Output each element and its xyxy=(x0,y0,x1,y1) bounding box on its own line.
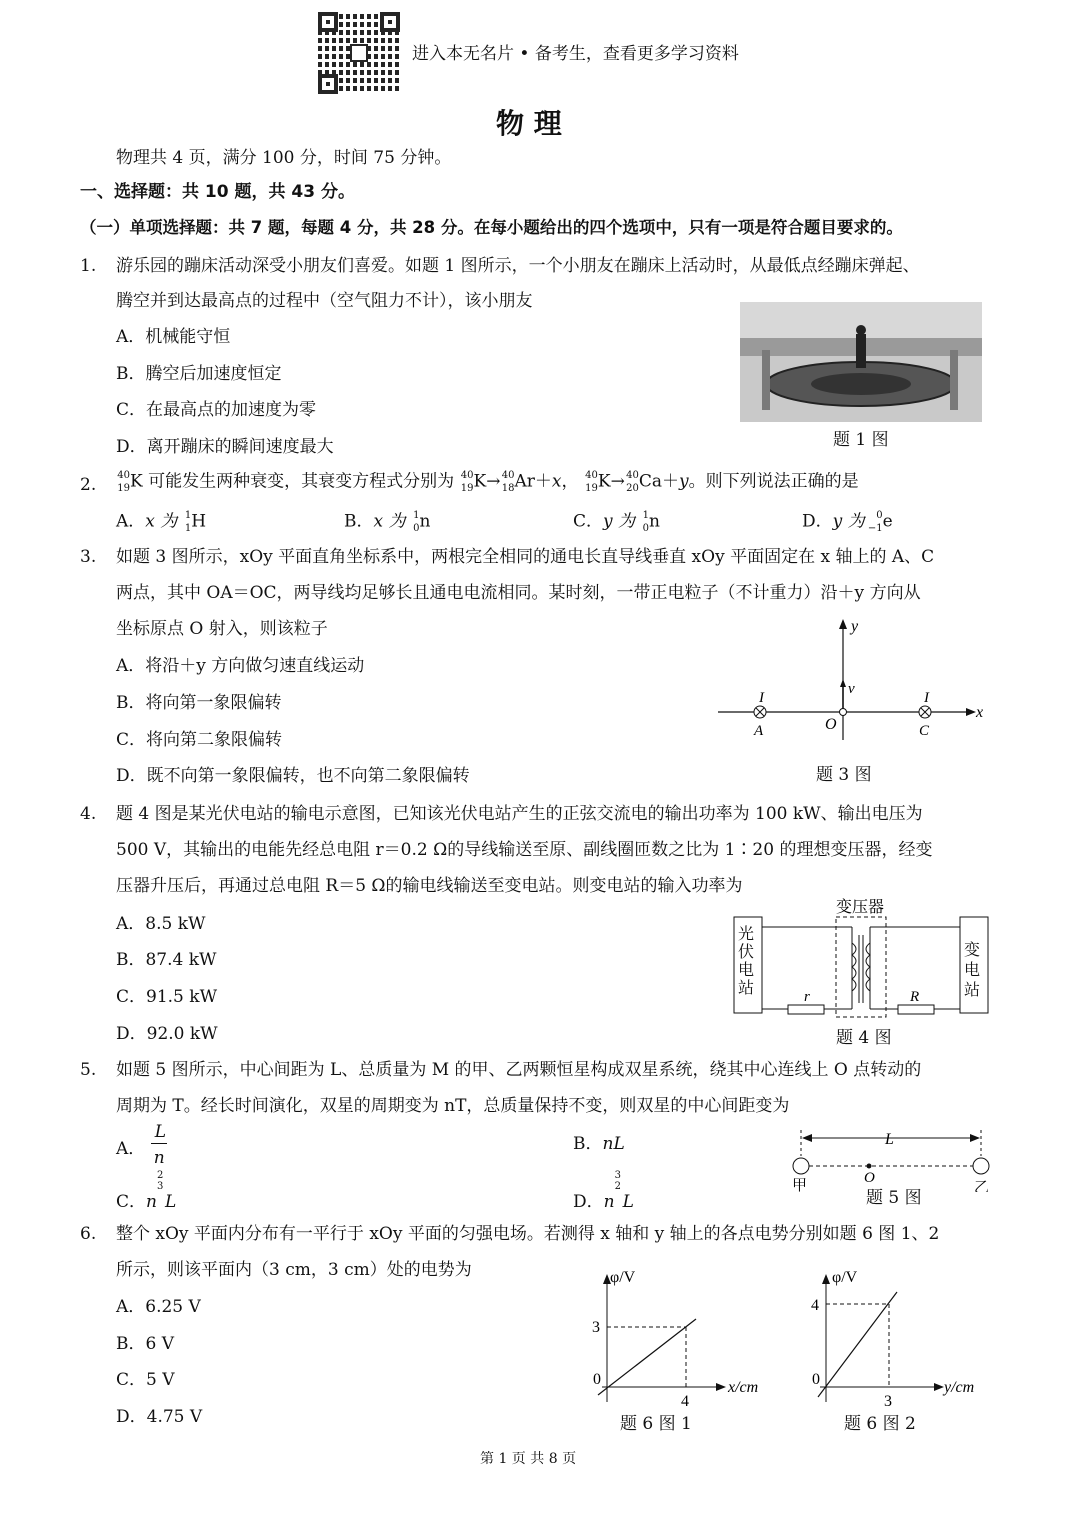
q6-text: 整个 xOy 平面内分布有一平行于 xOy 平面的匀强电场。若测得 x 轴和 y 轴上的各点电势分别如题 6 图 1、2 xyxy=(116,1224,940,1244)
q2-number: 2. xyxy=(80,475,97,495)
q4-option-d[interactable]: D．92.0 kW xyxy=(116,1024,218,1044)
q5-label: 甲 xyxy=(792,1176,808,1192)
qr-finder xyxy=(318,74,338,94)
q3-label: A xyxy=(754,723,764,739)
graph-xlabel: y/cm xyxy=(944,1379,975,1396)
graph-tick: 0 xyxy=(812,1371,820,1388)
section-heading: 一、选择题：共 10 题，共 43 分。 xyxy=(80,182,355,202)
q4-text: 题 4 图是某光伏电站的输电示意图，已知该光伏电站产生的正弦交流电的输出功率为 100 kW、输出电压为 xyxy=(116,804,923,824)
q3-label: I xyxy=(924,690,929,706)
q5-label: 乙 xyxy=(974,1178,990,1192)
q4-option-a[interactable]: A．8.5 kW xyxy=(116,914,206,934)
q1-option-c[interactable]: C．在最高点的加速度为零 xyxy=(116,400,317,420)
q3-label: I xyxy=(759,690,764,706)
q4-number: 4. xyxy=(80,804,97,824)
q2-option-a[interactable]: A．x 为 1 1 H xyxy=(116,510,207,534)
q4-label: R xyxy=(910,989,920,1005)
page-title: 物 理 xyxy=(496,107,562,140)
q3-label: v xyxy=(848,681,855,697)
graph-ylabel: φ/V xyxy=(832,1269,858,1286)
q6-option-d[interactable]: D．4.75 V xyxy=(116,1407,203,1427)
graph-ylabel: φ/V xyxy=(610,1269,636,1286)
q3-text: 如题 3 图所示，xOy 平面直角坐标系中，两根完全相同的通电长直导线垂直 xOy 平面固定在 x 轴上的 A、C xyxy=(116,547,935,567)
q3-diagram xyxy=(710,615,990,745)
q2-option-c[interactable]: C．y 为 1 0 n xyxy=(573,510,660,534)
graph-tick: 0 xyxy=(593,1371,601,1388)
qr-code[interactable] xyxy=(318,12,400,94)
graph-tick: 4 xyxy=(811,1297,819,1314)
qr-finder xyxy=(380,12,400,32)
figure-caption: 题 1 图 xyxy=(833,430,889,450)
q4-circuit-diagram xyxy=(728,895,998,1050)
q2-text: 40 19 K 可能发生两种衰变，其衰变方程式分别为 40 19 K→ 40 18 Ar＋x， 40 19 K→ 40 20 Ca＋y。则下列说法正确的是 xyxy=(117,470,859,494)
figure-caption: 题 5 图 xyxy=(866,1188,922,1208)
page-footer: 第 1 页 共 8 页 xyxy=(480,1451,577,1467)
q2-option-b[interactable]: B．x 为 1 0 n xyxy=(344,510,431,534)
q5-text: 如题 5 图所示，中心间距为 L、总质量为 M 的甲、乙两颗恒星构成双星系统，绕其中心连线上 O 点转动的 xyxy=(116,1060,922,1080)
qr-logo-icon xyxy=(350,44,368,62)
q6-option-b[interactable]: B．6 V xyxy=(116,1334,174,1354)
q3-label: x xyxy=(976,704,984,721)
q2-option-d[interactable]: D．y 为 0 −1 e xyxy=(802,510,893,534)
q1-number: 1. xyxy=(80,256,97,276)
figure-caption: 题 4 图 xyxy=(836,1028,892,1048)
q1-text: 腾空并到达最高点的过程中（空气阻力不计），该小朋友 xyxy=(116,291,533,311)
q3-option-b[interactable]: B．将向第一象限偏转 xyxy=(116,693,282,713)
qr-finder xyxy=(318,12,338,32)
figure-caption: 题 6 图 2 xyxy=(844,1414,916,1434)
q4-text: 500 V，其输出的电能先经总电阻 r＝0.2 Ω的导线输送至原、副线圈匝数之比为 1∶20 的理想变压器，经变 xyxy=(116,840,933,860)
q6-graph-1 xyxy=(580,1262,780,1412)
q6-number: 6. xyxy=(80,1224,97,1244)
q3-text: 坐标原点 O 射入，则该粒子 xyxy=(116,619,328,639)
q1-option-d[interactable]: D．离开蹦床的瞬间速度最大 xyxy=(116,437,334,457)
q3-option-d[interactable]: D．既不向第一象限偏转，也不向第二象限偏转 xyxy=(116,766,470,786)
q4-label: r xyxy=(804,989,810,1005)
q3-label: y xyxy=(851,618,859,635)
q3-number: 3. xyxy=(80,547,97,567)
q4-option-c[interactable]: C．91.5 kW xyxy=(116,987,218,1007)
graph-tick: 4 xyxy=(681,1393,689,1410)
q4-transformer-label: 变压器 xyxy=(836,897,885,916)
q5-option-d[interactable]: D．n 3 2 L xyxy=(573,1170,634,1212)
q6-option-c[interactable]: C．5 V xyxy=(116,1370,175,1390)
q1-option-a[interactable]: A．机械能守恒 xyxy=(116,327,231,347)
q5-label: O xyxy=(864,1170,875,1186)
graph-tick: 3 xyxy=(592,1319,600,1336)
figure-caption: 题 6 图 1 xyxy=(620,1414,692,1434)
q5-text: 周期为 T。经长时间演化，双星的周期变为 nT，总质量保持不变，则双星的中心间距变为 xyxy=(116,1096,790,1116)
q6-text: 所示，则该平面内（3 cm，3 cm）处的电势为 xyxy=(116,1260,472,1280)
trampoline-photo xyxy=(740,302,982,422)
q5-label: L xyxy=(885,1131,894,1148)
qr-caption: 进入本无名片 • 备考生，查看更多学习资料 xyxy=(412,44,739,64)
q4-text: 压器升压后，再通过总电阻 R＝5 Ω的输电线输送至变电站。则变电站的输入功率为 xyxy=(116,876,743,896)
intro: 物理共 4 页，满分 100 分，时间 75 分钟。 xyxy=(116,148,452,168)
q3-label: O xyxy=(825,716,837,733)
section-subheading: （一）单项选择题：共 7 题，每题 4 分，共 28 分。在每小题给出的四个选项中，只有一项是符合题目要求的。 xyxy=(80,218,903,237)
q1-option-b[interactable]: B．腾空后加速度恒定 xyxy=(116,364,282,384)
q5-option-b[interactable]: B．nL xyxy=(573,1134,625,1154)
q4-source-label: 光伏电站 xyxy=(738,924,755,997)
q5-option-c[interactable]: C．n 2 3 L xyxy=(116,1170,177,1212)
q4-substation-label: 变电站 xyxy=(964,940,981,999)
q6-option-a[interactable]: A．6.25 V xyxy=(116,1297,201,1317)
q5-number: 5. xyxy=(80,1060,97,1080)
graph-xlabel: x/cm xyxy=(728,1379,759,1396)
q3-label: C xyxy=(919,723,930,739)
q5-binary-star-diagram xyxy=(788,1126,998,1192)
q4-option-b[interactable]: B．87.4 kW xyxy=(116,950,217,970)
q3-text: 两点，其中 OA＝OC，两导线均足够长且通电电流相同。某时刻，一带正电粒子（不计重力）沿＋y 方向从 xyxy=(116,583,921,603)
q5-option-a[interactable]: A． $\frac{L}{n}$ xyxy=(116,1122,166,1168)
q6-graph-2 xyxy=(800,1262,1000,1412)
q1-text: 游乐园的蹦床活动深受小朋友们喜爱。如题 1 图所示，一个小朋友在蹦床上活动时，从最低点经蹦床弹起、 xyxy=(116,256,920,276)
q3-option-c[interactable]: C．将向第二象限偏转 xyxy=(116,730,283,750)
graph-tick: 3 xyxy=(884,1393,892,1410)
figure-caption: 题 3 图 xyxy=(816,765,872,785)
q3-option-a[interactable]: A．将沿＋y 方向做匀速直线运动 xyxy=(116,656,365,676)
